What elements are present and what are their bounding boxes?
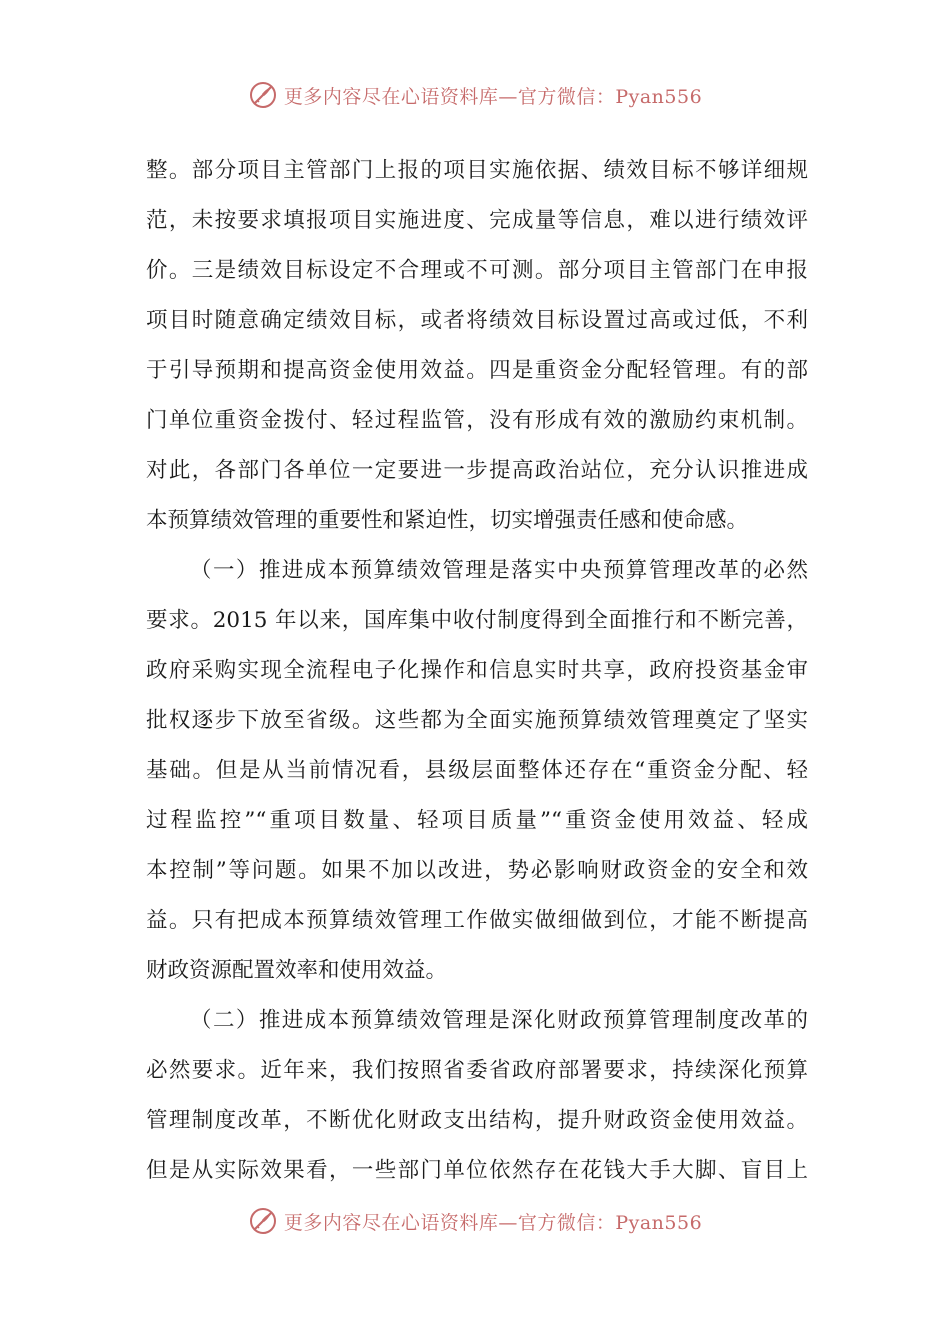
text-line: 本预算绩效管理的重要性和紧迫性，切实增强责任感和使命感。 [146, 508, 749, 533]
text-line: 本控制”等问题。如果不加以改进，势必影响财政资金的安全和效 [146, 858, 808, 883]
paragraph-first-line: （一）推进成本预算绩效管理是落实中央预算管理改革的必然 [190, 558, 808, 583]
text-line: 整。部分项目主管部门上报的项目实施依据、绩效目标不够详细规 [146, 158, 808, 183]
text-line: 范，未按要求填报项目实施进度、完成量等信息，难以进行绩效评 [146, 208, 808, 233]
document-body [146, 146, 808, 1196]
text-line: 管理制度改革，不断优化财政支出结构，提升财政资金使用效益。 [146, 1108, 808, 1133]
text-line: 基础。但是从当前情况看，县级层面整体还存在“重资金分配、轻 [146, 758, 808, 783]
text-line: 批权逐步下放至省级。这些都为全面实施预算绩效管理奠定了坚实 [146, 708, 808, 733]
text-line: 益。只有把成本预算绩效管理工作做实做细做到位，才能不断提高 [146, 908, 808, 933]
text-line: 政府采购实现全流程电子化操作和信息实时共享，政府投资基金审 [146, 658, 808, 683]
header-watermark [0, 80, 950, 110]
text-line: 价。三是绩效目标设定不合理或不可测。部分项目主管部门在申报 [146, 258, 808, 283]
watermark-text: 更多内容尽在心语资料库—官方微信：Pyan556 [283, 1211, 703, 1234]
quill-logo-icon [248, 80, 278, 110]
text-line: 项目时随意确定绩效目标，或者将绩效目标设置过高或过低，不利 [146, 308, 808, 333]
text-line: 要求。2015 年以来，国库集中收付制度得到全面推行和不断完善， [146, 608, 808, 633]
quill-logo-icon [248, 1206, 278, 1236]
paragraph-first-line: （二）推进成本预算绩效管理是深化财政预算管理制度改革的 [190, 1008, 808, 1033]
footer-watermark [0, 1206, 950, 1236]
text-line: 但是从实际效果看，一些部门单位依然存在花钱大手大脚、盲目上 [146, 1158, 808, 1183]
text-line: 必然要求。近年来，我们按照省委省政府部署要求，持续深化预算 [146, 1058, 808, 1083]
watermark-text: 更多内容尽在心语资料库—官方微信：Pyan556 [283, 85, 703, 108]
text-line: 对此，各部门各单位一定要进一步提高政治站位，充分认识推进成 [146, 458, 808, 483]
text-line: 过程监控”“重项目数量、轻项目质量”“重资金使用效益、轻成 [146, 808, 808, 833]
text-line: 财政资源配置效率和使用效益。 [146, 958, 448, 983]
text-line: 于引导预期和提高资金使用效益。四是重资金分配轻管理。有的部 [146, 358, 808, 383]
text-line: 门单位重资金拨付、轻过程监管，没有形成有效的激励约束机制。 [146, 408, 808, 433]
